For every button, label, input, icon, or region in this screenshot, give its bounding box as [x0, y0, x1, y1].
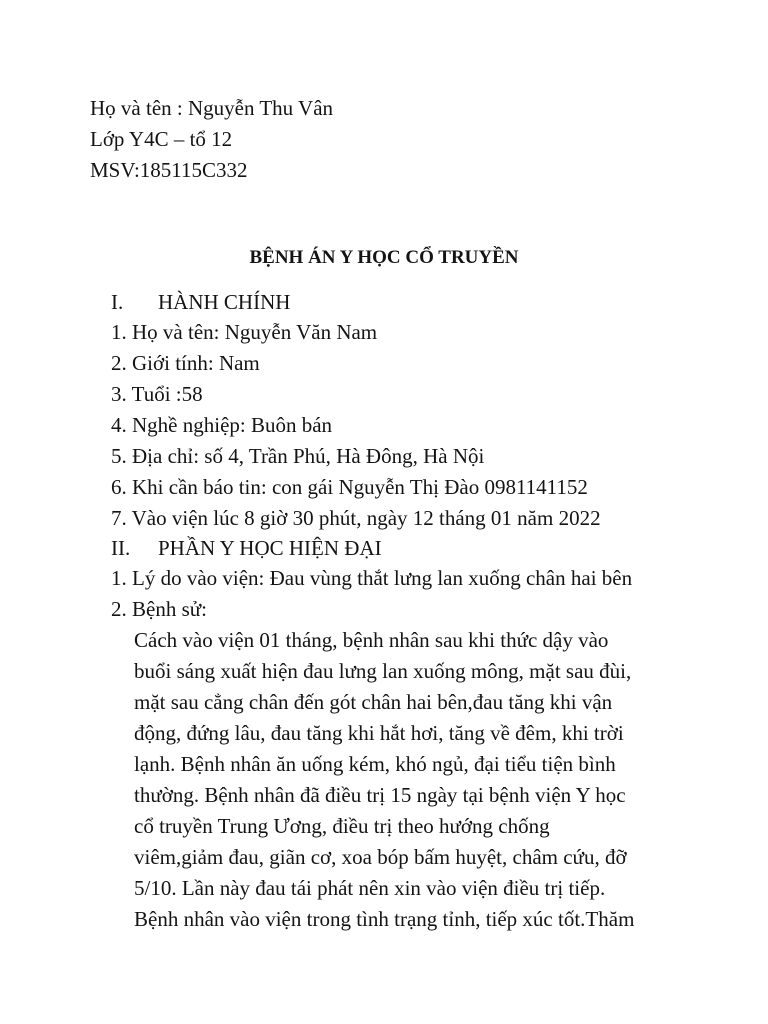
section-heading: PHẦN Y HỌC HIỆN ĐẠI: [158, 536, 382, 560]
reason-for-admission: 1. Lý do vào viện: Đau vùng thắt lưng lan xuống chân hai bên: [111, 566, 633, 590]
section-number: I.: [111, 290, 124, 314]
patient-name: 1. Họ và tên: Nguyễn Văn Nam: [111, 320, 378, 344]
student-class-line: Lớp Y4C – tổ 12: [90, 127, 233, 151]
history-line: lạnh. Bệnh nhân ăn uống kém, khó ngủ, đại tiểu tiện bình: [134, 752, 616, 776]
patient-occupation: 4. Nghề nghiệp: Buôn bán: [111, 413, 333, 437]
student-name-line: Họ và tên : Nguyễn Thu Vân: [90, 96, 334, 120]
document-title: BỆNH ÁN Y HỌC CỔ TRUYỀN: [249, 247, 519, 268]
history-line: buổi sáng xuất hiện đau lưng lan xuống mông, mặt sau đùi,: [134, 659, 632, 683]
student-id-line: MSV:185115C332: [90, 158, 248, 182]
section-heading: HÀNH CHÍNH: [158, 290, 291, 314]
section-number: II.: [111, 536, 131, 560]
patient-address: 5. Địa chỉ: số 4, Trần Phú, Hà Đông, Hà Nội: [111, 444, 485, 468]
history-line: động, đứng lâu, đau tăng khi hắt hơi, tăng về đêm, khi trời: [134, 721, 624, 745]
admission-time: 7. Vào viện lúc 8 giờ 30 phút, ngày 12 tháng 01 năm 2022: [111, 506, 601, 530]
emergency-contact: 6. Khi cần báo tin: con gái Nguyễn Thị Đào 0981141152: [111, 475, 588, 499]
patient-age: 3. Tuổi :58: [111, 382, 203, 406]
medical-history-label: 2. Bệnh sử:: [111, 597, 207, 621]
history-line: Bệnh nhân vào viện trong tình trạng tỉnh, tiếp xúc tốt.Thăm: [134, 907, 635, 931]
history-line: cổ truyền Trung Ương, điều trị theo hướng chống: [134, 814, 550, 838]
history-line: viêm,giảm đau, giãn cơ, xoa bóp bấm huyệt, châm cứu, đỡ: [134, 845, 627, 869]
patient-gender: 2. Giới tính: Nam: [111, 351, 260, 375]
history-line: mặt sau cẳng chân đến gót chân hai bên,đau tăng khi vận: [134, 690, 613, 714]
history-line: thường. Bệnh nhân đã điều trị 15 ngày tại bệnh viện Y học: [134, 783, 626, 807]
history-line: Cách vào viện 01 tháng, bệnh nhân sau khi thức dậy vào: [134, 628, 609, 652]
history-line: 5/10. Lần này đau tái phát nên xin vào viện điều trị tiếp.: [134, 876, 606, 900]
